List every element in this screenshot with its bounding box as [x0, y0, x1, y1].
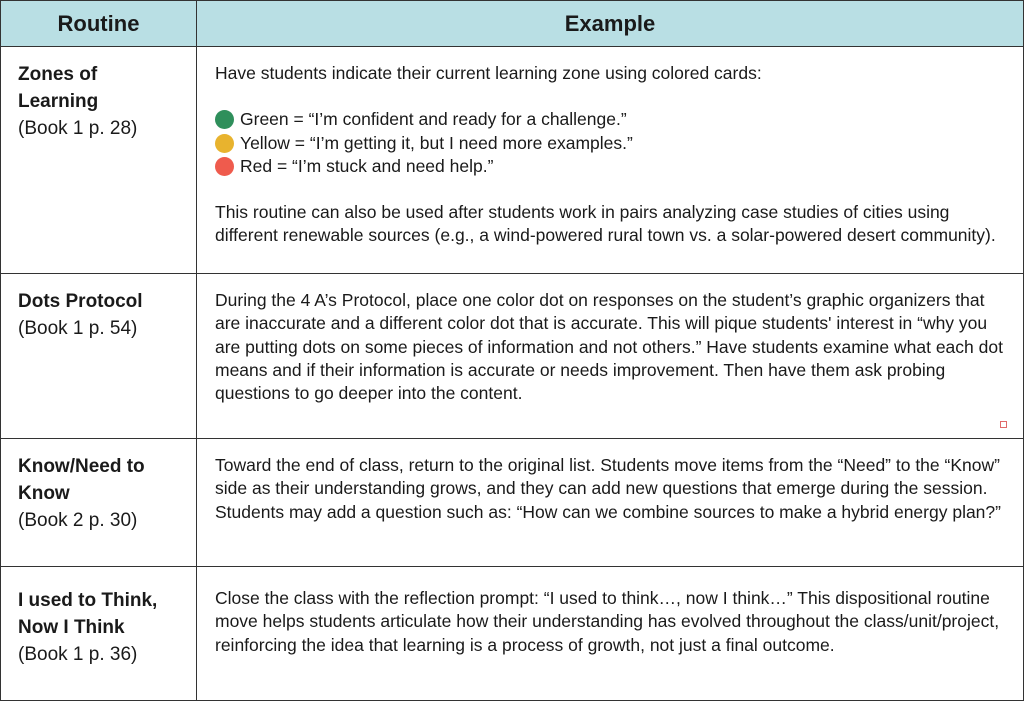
routine-cell	[1, 439, 197, 566]
zone-text: Green = “I’m confident and ready for a challenge.”	[240, 109, 627, 130]
green-dot-icon	[215, 110, 234, 129]
example-text: During the 4 A’s Protocol, place one color dot on responses on the student’s graphic organizers that are inaccurate and a different color dot that is accurate. This will pique students' interest in “why you are putting dots on some pieces of information and not others.” Have students examine what each dot means and if their information is accurate or needs improvement. Then have them ask probing questions to go deeper into the content.	[215, 290, 1003, 404]
example-note: This routine can also be used after students work in pairs analyzing case studies of cities using different renewable sources (e.g., a wind-powered rural town vs. a solar-powered desert community).	[215, 202, 996, 246]
routine-reference: (Book 1 p. 28)	[18, 118, 138, 139]
yellow-dot-icon	[215, 134, 234, 153]
routine-title: Know/Need to Know	[18, 456, 145, 504]
routine-title: I used to Think, Now I Think	[18, 590, 158, 638]
header-example: Example	[564, 10, 656, 36]
routine-reference: (Book 2 p. 30)	[18, 510, 138, 531]
marker-icon	[1000, 421, 1007, 428]
zone-green	[215, 108, 1011, 131]
routine-cell	[1, 47, 197, 273]
routine-title: Zones of Learning	[18, 64, 99, 112]
routine-reference: (Book 1 p. 36)	[18, 644, 138, 665]
table-header	[1, 1, 1023, 47]
routine-cell	[1, 567, 197, 700]
example-cell	[197, 439, 1023, 566]
routine-reference: (Book 1 p. 54)	[18, 318, 138, 339]
table-row	[1, 47, 1023, 274]
zone-text: Yellow = “I’m getting it, but I need more examples.”	[240, 132, 633, 153]
routine-title: Dots Protocol	[18, 291, 143, 312]
red-dot-icon	[215, 157, 234, 176]
example-intro: Have students indicate their current learning zone using colored cards:	[215, 63, 762, 83]
table-row	[1, 439, 1023, 567]
zone-red	[215, 155, 1011, 178]
example-cell	[197, 47, 1023, 273]
routine-cell	[1, 274, 197, 438]
zone-text: Red = “I’m stuck and need help.”	[240, 155, 494, 176]
header-routine: Routine	[1, 1, 197, 46]
table-row	[1, 274, 1023, 439]
table-row	[1, 567, 1023, 700]
zone-yellow	[215, 132, 1011, 155]
example-cell	[197, 274, 1023, 438]
example-cell	[197, 567, 1023, 700]
example-text: Close the class with the reflection prompt: “I used to think…, now I think…” This dispositional routine move helps students articulate how their understanding has evolved throughout the class/unit/project, reinforcing the idea that learning is a process of growth, not just a final outcome.	[215, 588, 1000, 655]
example-text: Toward the end of class, return to the original list. Students move items from the “Need” to the “Know” side as their understanding grows, and they can add new questions that emerge during the session. Students may add a question such as: “How can we combine sources to make a hybrid energy plan?”	[215, 455, 1001, 522]
